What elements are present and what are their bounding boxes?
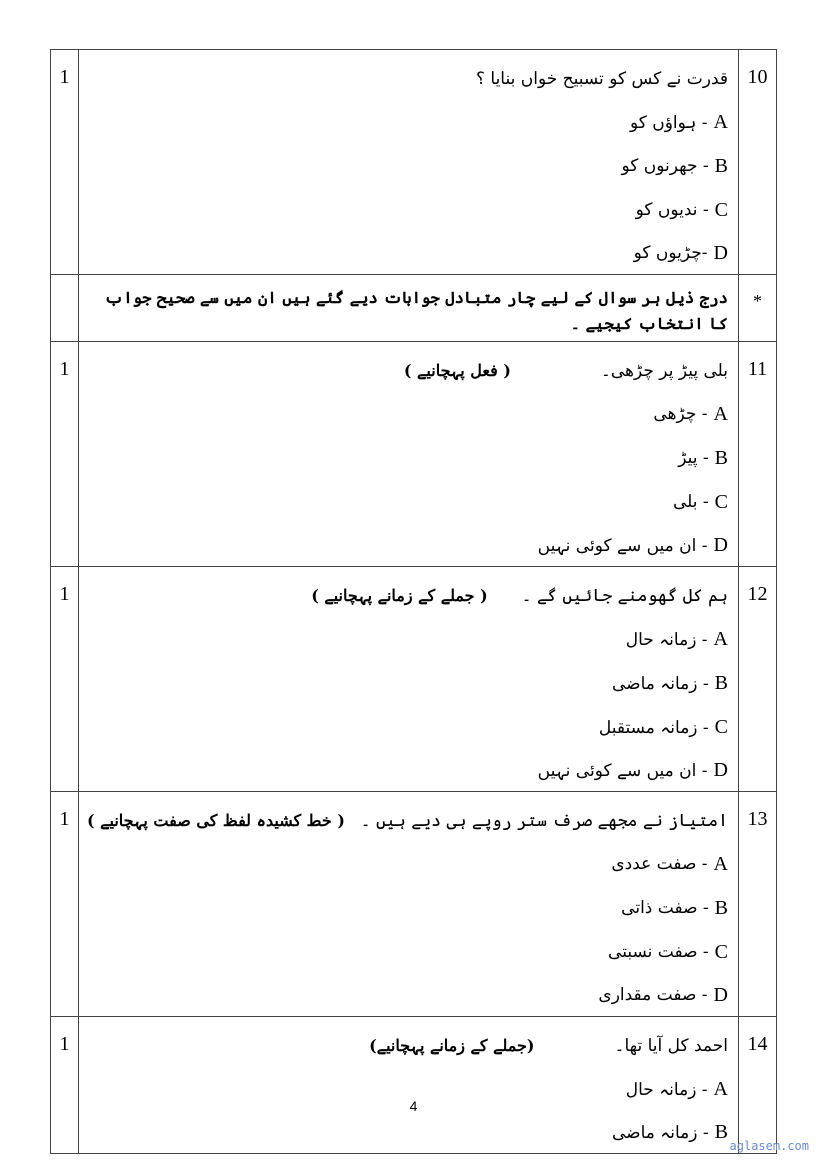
question-hint: (جملے کے زمانے پہچانیے) [369,1035,535,1055]
question-number: 10 [739,50,777,275]
option-a [87,100,728,144]
option-d [87,524,728,566]
marks-cell: 1 [51,567,79,792]
option-b [87,661,728,705]
marks-cell: 1 [51,50,79,275]
question-text: احمد کل آیا تھا۔ [614,1035,728,1056]
option-text: - صفت نسبتی [608,942,709,962]
question-line [87,1023,728,1067]
question-row [51,1017,777,1154]
option-text: - ہواؤں کو [629,112,708,133]
option-text: - ان میں سے کوئی نہیں [537,535,708,556]
question-text: بلی پیڑ پر چڑھی۔ [600,360,728,381]
option-a [87,392,728,436]
question-hint: ( خط کشیدہ لفظ کی صفت پہچانیے ) [87,810,345,830]
option-letter: B [714,671,728,694]
option-text: - جھرنوں کو [621,156,709,176]
instruction-body [79,275,739,342]
question-row [51,50,777,275]
question-row [51,792,777,1017]
question-line [87,798,728,842]
option-b [87,144,728,188]
question-table [50,49,777,1154]
option-c [87,930,728,974]
question-text: ہم کل گھومنے جائیں گے ۔ [521,585,728,606]
question-row [51,342,777,567]
option-letter: A [713,852,728,875]
option-text: - پیڑ [678,448,709,468]
question-number: 14 [739,1017,777,1154]
option-text: - ان میں سے کوئی نہیں [537,760,708,781]
option-c [87,705,728,749]
option-b [87,436,728,480]
question-number: 11 [739,342,777,567]
page-number: 4 [409,1098,418,1114]
option-letter: C [714,198,728,221]
question-text: امتیاز نے مجھے صرف ستر روپے ہی دیے ہیں ۔ [360,810,728,831]
option-b [87,1111,728,1153]
option-letter: C [714,490,728,513]
question-hint: ( جملے کے زمانے پہچانیے ) [311,585,488,605]
watermark-link[interactable]: aglasem.com [729,1139,809,1153]
question-number: 12 [739,567,777,792]
option-letter: B [714,154,728,177]
option-letter: A [713,402,728,425]
option-text: - زمانہ مستقبل [598,717,709,738]
option-b [87,886,728,930]
question-body [79,792,739,1017]
option-text: - ندیوں کو [635,200,709,220]
question-row [51,567,777,792]
question-line [87,56,728,100]
option-text: - زمانہ ماضی [612,1122,709,1143]
option-text: - صفت ذاتی [621,898,709,918]
option-letter: A [713,110,728,133]
option-text: - زمانہ حال [625,629,708,650]
option-c [87,188,728,232]
instruction-marker: * [739,275,777,342]
question-body [79,1017,739,1154]
option-a [87,842,728,886]
question-line [87,348,728,392]
option-letter: D [713,533,728,556]
marks-cell: 1 [51,792,79,1017]
option-text: - صفت مقداری [598,985,708,1005]
option-letter: A [713,627,728,650]
question-hint: ( فعل پہچانیے ) [403,360,511,380]
option-letter: C [714,715,728,738]
question-number: 13 [739,792,777,1017]
option-a [87,617,728,661]
option-d [87,974,728,1016]
option-letter: B [714,1120,728,1143]
option-letter: D [713,241,728,264]
option-letter: D [713,983,728,1006]
option-letter: B [714,446,728,469]
option-text: - زمانہ ماضی [612,673,709,694]
question-line [87,573,728,617]
option-d [87,749,728,791]
option-text: - صفت عددی [611,854,708,874]
marks-cell: 1 [51,342,79,567]
option-text: - زمانہ حال [625,1079,708,1100]
question-body [79,50,739,275]
option-text: -چڑیوں کو [633,243,708,263]
marks-cell: 1 [51,1017,79,1154]
option-text: - بلی [672,492,709,512]
option-letter: B [714,896,728,919]
instruction-row [51,275,777,342]
question-text: قدرت نے کس کو تسبیح خواں بنایا ؟ [475,68,728,89]
option-letter: C [714,940,728,963]
option-d [87,232,728,274]
option-letter: D [713,758,728,781]
option-c [87,480,728,524]
option-text: - چڑھی [653,404,708,424]
option-letter: A [713,1077,728,1100]
marks-cell-empty [51,275,79,342]
instruction-text: درج ذیل ہر سوال کے لیے چار متبادل جوابات دیے گئے ہیں ان میں سے صحیح جواب کا انتخاب کیجیے ۔ [104,288,728,333]
question-body [79,342,739,567]
question-body [79,567,739,792]
